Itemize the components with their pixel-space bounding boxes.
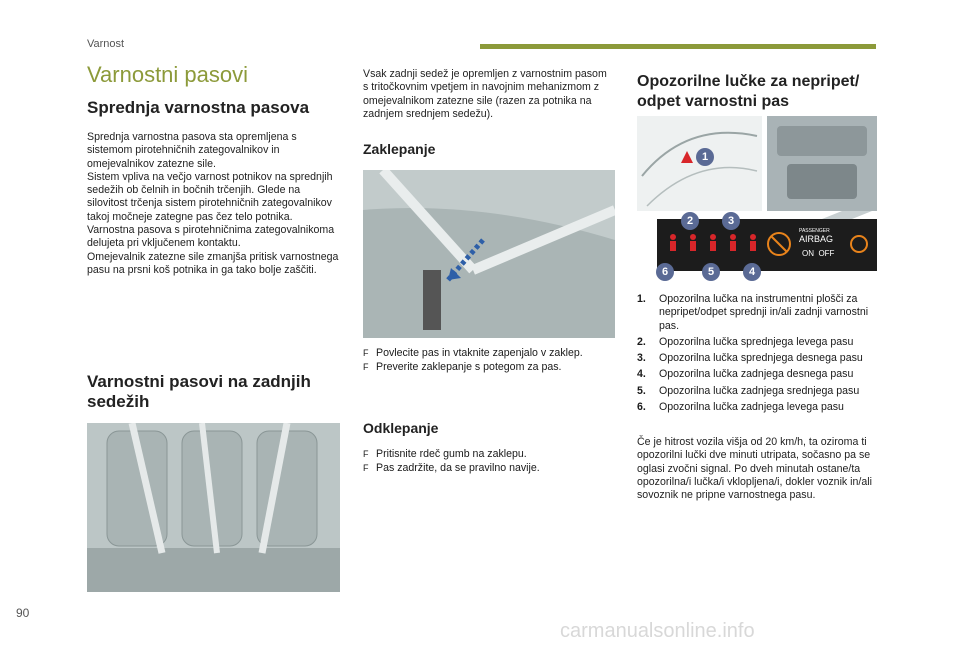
badge-4: 4 (743, 263, 761, 281)
badge-3: 3 (722, 212, 740, 230)
list-item: 3. Opozorilna lučka sprednjega desnega pasu (637, 352, 863, 365)
warning-lights-illustration (637, 116, 877, 286)
header-bar (480, 44, 876, 49)
bullet-icon: F (363, 361, 369, 372)
rear-intro-text: Vsak zadnji sedež je opremljen z varnostnim pasom s tritočkovnim vpetjem in navojnim mehanizmom z omejevalnikom zatezne sile (razen za potnika na zadnjem srednjem sedežu). (363, 68, 607, 120)
list-item: 2. Opozorilna lučka sprednjega levega pasu (637, 335, 854, 348)
warning-footer-text: Če je hitrost vozila višja od 20 km/h, ta oziroma ti opozorilni lučki dve minuti utripata, sočasno pa se oglasi zvočni signal. Po dveh minutah ostane/ta opozorilna/i lučka/i vklopljena/i, dokler voznik in/ali sovoznik ne pripne varnostnega pasu. (637, 436, 872, 502)
page-number: 90 (16, 606, 30, 620)
list-item: F Preverite zaklepanje s potegom za pas. (363, 360, 562, 373)
rear-belts-heading: Varnostni pasovi na zadnjih sedežih (87, 372, 311, 411)
list-item: 5. Opozorilna lučka zadnjega srednjega pasu (637, 384, 860, 397)
front-belts-text: Sprednja varnostna pasova sta opremljena s sistemom pirotehničnih zategovalnikov in omejevalnikov zatezne sile. Sistem vpliva na večjo varnost potnikov na sprednjih sedežih ob čelnih in bočnih trčenjih. Glede na silovitost trčenja sistem pirotehničnih zategovalnikov takoj močneje zategne pas čez telo potnika. Varnostna pasova s pirotehničnima zategovalnikoma delujeta pri vključenem kontaktu. Omejevalnik zatezne sile zmanjša pritisk varnostnega pasu na prsni koš potnika in ga tako bolje zaščiti. (87, 131, 339, 276)
badge-1: 1 (696, 148, 714, 166)
front-belts-heading: Sprednja varnostna pasova (87, 98, 310, 117)
list-item: 1. Opozorilna lučka na instrumentni plošči za nepripet/odpet sprednji in/ali zadnji varnostni pas. (637, 293, 869, 332)
warning-lights-heading: Opozorilne lučke za nepripet/ odpet varnostni pas (637, 73, 860, 110)
page-title: Varnostni pasovi (87, 62, 249, 87)
passenger-label: PASSENGER (799, 228, 830, 234)
bullet-icon: F (363, 462, 369, 473)
warning-lights-list (637, 293, 887, 417)
watermark: carmanualsonline.info (560, 620, 755, 642)
airbag-label: AIRBAG (799, 234, 834, 244)
unlock-steps-list (363, 448, 618, 475)
list-item: 4. Opozorilna lučka zadnjega desnega pasu (637, 368, 854, 381)
lock-steps-list (363, 347, 618, 374)
on-off-label: ON OFF (802, 249, 835, 258)
badge-5: 5 (702, 263, 720, 281)
unlock-heading: Odklepanje (363, 420, 439, 436)
list-item: F Pritisnite rdeč gumb na zaklepu. (363, 448, 527, 460)
list-item: 6. Opozorilna lučka zadnjega levega pasu (637, 401, 844, 414)
section-label: Varnost (87, 38, 125, 50)
buckle-image (363, 170, 615, 338)
badge-6: 6 (656, 263, 674, 281)
lock-heading: Zaklepanje (363, 141, 436, 157)
rear-seats-image (87, 423, 340, 592)
bullet-icon: F (363, 348, 369, 358)
list-item: F Pas zadržite, da se pravilno navije. (363, 461, 540, 474)
bullet-icon: F (363, 449, 369, 459)
badge-2: 2 (681, 212, 699, 230)
list-item: F Povlecite pas in vtaknite zapenjalo v zaklep. (363, 347, 583, 359)
